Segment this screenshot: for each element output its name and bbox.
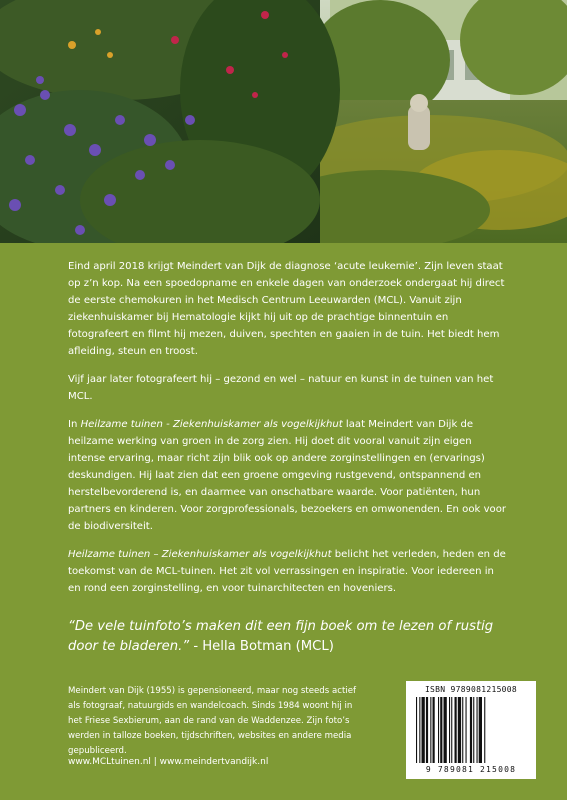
- barcode-bars: [414, 697, 528, 765]
- summary-paragraph-body: belicht het verleden, heden en de toekomst van de MCL-tuinen. Het zit vol verrassingen en inspiratie. Voor iedereen in en rond een zorginstelling, en voor tuinarchitecten en hoveniers.: [68, 549, 506, 594]
- description-text: [68, 258, 508, 608]
- book-title: Heilzame tuinen - Ziekenhuiskamer als vogelkijkhut: [80, 419, 343, 430]
- book-paragraph-body: laat Meindert van Dijk de heilzame werking van groen in de zorg zien. Hij doet dit vooral vanuit zijn eigen intense ervaring, maar richt zijn blik ook op andere zorginstellingen en (ervarings) deskundigen. Hij laat zien dat een groene omgeving rustgevend, ontspannend en herstelbevorderend is, en daarmee van onschatbare waarde. Voor patiënten, hun partners en kinderen. Voor zorgprofessionals, bezoekers en omwonenden. En ook voor de biodiversiteit.: [68, 419, 507, 532]
- isbn-digits: 9 789081 215008: [425, 765, 517, 774]
- intro-paragraph: Eind april 2018 krijgt Meindert van Dijk de diagnose ‘acute leukemie’. Zijn leven staat op z’n kop. Na een spoedopname en enkele dagen van onderzoek ondergaat hij direct de eerste chemokuren in het Medisch Centrum Leeuwarden (MCL). Vanuit zijn ziekenhuiskamer bij Hematologie kijkt hij uit op de prachtige binnentuin en fotografeert en filmt hij mezen, duiven, spechten en gaaien in de tuin. Het biedt hem afleiding, steun en troost.: [68, 261, 505, 357]
- later-paragraph: Vijf jaar later fotografeert hij – gezond en wel – natuur en kunst in de tuinen van het MCL.: [68, 374, 494, 402]
- isbn-label: ISBN 9789081215008: [424, 685, 518, 694]
- book-paragraph: [68, 416, 508, 535]
- garden-photo: [0, 0, 567, 243]
- isbn-barcode: [406, 681, 536, 779]
- book-paragraph-prefix: In: [68, 419, 81, 430]
- author-bio: Meindert van Dijk (1955) is gepensioneerd, maar nog steeds actief als fotograaf, natuurgids en wandelcoach. Sinds 1984 woont hij in het Friese Sexbierum, aan de rand van de Waddenzee. Zijn foto’s werden in talloze boeken, tijdschriften, websites en andere media gepubliceerd.: [68, 686, 357, 756]
- website-links: www.MCLtuinen.nl | www.meindertvandijk.nl: [68, 757, 269, 767]
- summary-paragraph: [68, 546, 508, 597]
- book-title-repeat: Heilzame tuinen – Ziekenhuiskamer als vogelkijkhut: [68, 549, 332, 560]
- quote-attribution: - Hella Botman (MCL): [189, 639, 334, 654]
- review-quote: [68, 617, 508, 657]
- quote-text: “De vele tuinfoto’s maken dit een fijn boek om te lezen of rustig door te bladeren.”: [68, 619, 494, 654]
